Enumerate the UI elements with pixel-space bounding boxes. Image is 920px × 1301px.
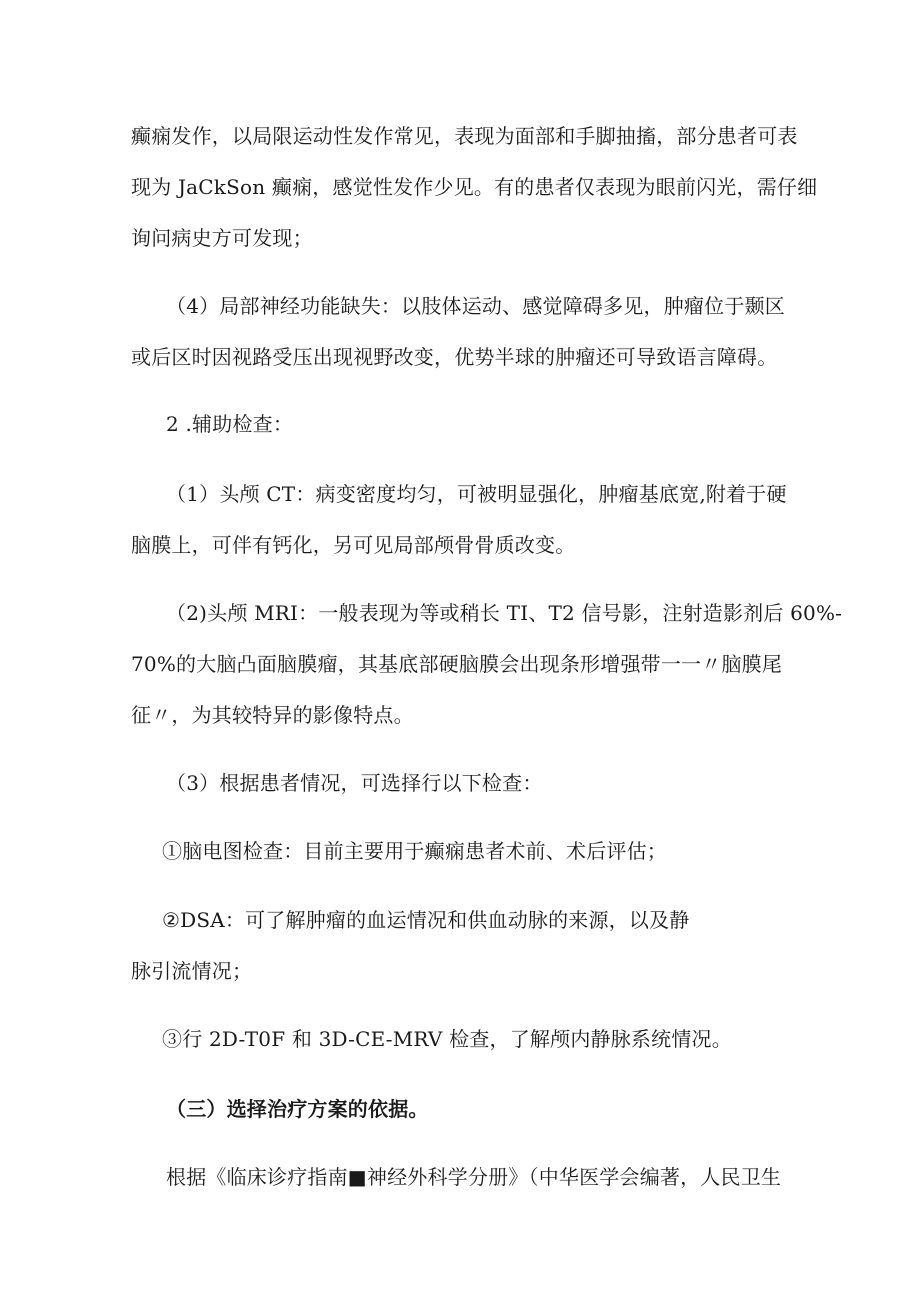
text-line: （3）根据患者情况，可选择行以下检查：: [166, 771, 543, 795]
text-line: 癫痫发作，以局限运动性发作常见，表现为面部和手脚抽搐，部分患者可表: [131, 124, 798, 148]
text-line: （1）头颅 CT：病变密度均匀，可被明显强化，肿瘤基底宽,附着于硬: [166, 482, 787, 506]
text-line: （4）局部神经功能缺失：以肢体运动、感觉障碍多见，肿瘤位于颞区: [166, 294, 785, 318]
text-line: （2)头颅 MRI：一般表现为等或稍长 TI、T2 信号影，注射造影剂后 60%-: [166, 601, 843, 625]
list-item: ②DSA：可了解肿瘤的血运情况和供血动脉的来源，以及静: [162, 908, 690, 932]
text-line: 根据《临床诊疗指南■神经外科学分册》（中华医学会编著，人民卫生: [166, 1165, 782, 1189]
text-line: 70%的大脑凸面脑膜瘤，其基底部硬脑膜会出现条形增强带一一〃脑膜尾: [131, 652, 783, 676]
text-line: 询问病史方可发现；: [131, 226, 313, 250]
text-line: 或后区时因视路受压出现视野改变，优势半球的肿瘤还可导致语言障碍。: [131, 345, 778, 369]
section-heading: （三）选择治疗方案的依据。: [166, 1097, 429, 1121]
list-item: ③行 2D-T0F 和 3D-CE-MRV 检查，了解颅内静脉系统情况。: [162, 1027, 732, 1051]
text-line: 现为 JaCkSon 癫痫，感觉性发作少见。有的患者仅表现为眼前闪光，需仔细: [131, 175, 818, 199]
text-line: 脉引流情况；: [131, 959, 253, 983]
section-heading: 2 .辅助检查：: [166, 412, 294, 436]
text-line: 征〃，为其较特异的影像特点。: [131, 703, 414, 727]
list-item: ①脑电图检查：目前主要用于癫痫患者术前、术后评估；: [162, 839, 667, 863]
text-line: 脑膜上，可伴有钙化，另可见局部颅骨骨质改变。: [131, 533, 576, 557]
